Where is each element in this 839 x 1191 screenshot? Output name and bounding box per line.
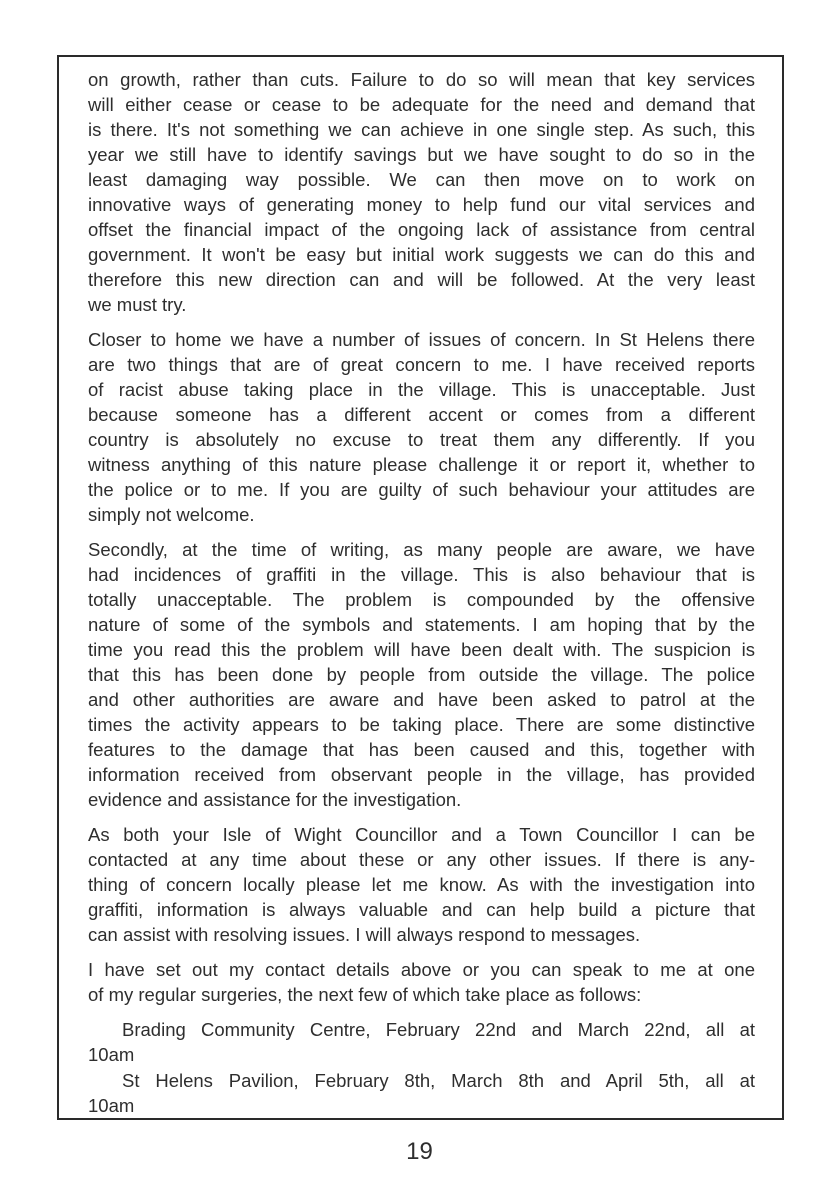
page-number: 19	[406, 1138, 433, 1165]
text-line: year we still have to identify savings but we have sought to do so in the	[88, 144, 755, 165]
text-line: are two things that are of great concern to me. I have received reports	[88, 354, 755, 375]
text-line: As both your Isle of Wight Councillor and a Town Councillor I can be	[88, 824, 755, 845]
text-line: will either cease or cease to be adequate for the need and demand that	[88, 94, 755, 115]
paragraph	[88, 1017, 755, 1067]
paragraph	[88, 822, 755, 947]
paragraph	[88, 957, 755, 1007]
text-line: contacted at any time about these or any other issues. If there is any-	[88, 849, 755, 870]
text-line: witness anything of this nature please challenge it or report it, whether to	[88, 454, 755, 475]
text-line: is there. It's not something we can achieve in one single step. As such, this	[88, 119, 755, 140]
text-line: therefore this new direction can and will be followed. At the very least	[88, 269, 755, 290]
text-line: because someone has a different accent or comes from a different	[88, 404, 755, 425]
text-line: the police or to me. If you are guilty of such behaviour your attitudes are	[88, 479, 755, 500]
text-line: of my regular surgeries, the next few of which take place as follows:	[88, 984, 642, 1005]
text-line: on growth, rather than cuts. Failure to do so will mean that key services	[88, 69, 755, 90]
text-line: Secondly, at the time of writing, as many people are aware, we have	[88, 539, 755, 560]
text-line: country is absolutely no excuse to treat them any differently. If you	[88, 429, 755, 450]
content-box	[57, 55, 784, 1120]
text-line: features to the damage that has been caused and this, together with	[88, 739, 755, 760]
text-line: least damaging way possible. We can then move on to work on	[88, 169, 755, 190]
text-line: had incidences of graffiti in the village. This is also behaviour that is	[88, 564, 755, 585]
text-line: information received from observant people in the village, has provided	[88, 764, 755, 785]
text-line: evidence and assistance for the investigation.	[88, 789, 462, 810]
paragraph	[88, 537, 755, 812]
text-line: times the activity appears to be taking place. There are some distinctive	[88, 714, 755, 735]
text-line: 10am	[88, 1095, 135, 1116]
text-line: simply not welcome.	[88, 504, 255, 525]
text-line: totally unacceptable. The problem is compounded by the offensive	[88, 589, 755, 610]
text-line: innovative ways of generating money to help fund our vital services and	[88, 194, 755, 215]
text-line: time you read this the problem will have been dealt with. The suspicion is	[88, 639, 755, 660]
text-line: 10am	[88, 1044, 135, 1065]
text-line: St Helens Pavilion, February 8th, March 8th and April 5th, all at	[122, 1070, 755, 1091]
paragraph	[88, 67, 755, 317]
text-line: and other authorities are aware and have been asked to patrol at the	[88, 689, 755, 710]
text-line: offset the financial impact of the ongoing lack of assistance from central	[88, 219, 755, 240]
text-line: we must try.	[88, 294, 187, 315]
text-line: nature of some of the symbols and statements. I am hoping that by the	[88, 614, 755, 635]
text-line: thing of concern locally please let me know. As with the investigation into	[88, 874, 755, 895]
text-line: that this has been done by people from outside the village. The police	[88, 664, 755, 685]
paragraph	[88, 1068, 755, 1118]
body-text	[88, 67, 755, 1119]
text-line: I have set out my contact details above or you can speak to me at one	[88, 959, 755, 980]
text-line: of racist abuse taking place in the village. This is unacceptable. Just	[88, 379, 755, 400]
paragraph	[88, 327, 755, 527]
text-line: can assist with resolving issues. I will always respond to messages.	[88, 924, 641, 945]
text-line: Brading Community Centre, February 22nd and March 22nd, all at	[122, 1019, 755, 1040]
text-line: graffiti, information is always valuable and can help build a picture that	[88, 899, 755, 920]
text-line: government. It won't be easy but initial work suggests we can do this and	[88, 244, 755, 265]
text-line: Closer to home we have a number of issues of concern. In St Helens there	[88, 329, 755, 350]
